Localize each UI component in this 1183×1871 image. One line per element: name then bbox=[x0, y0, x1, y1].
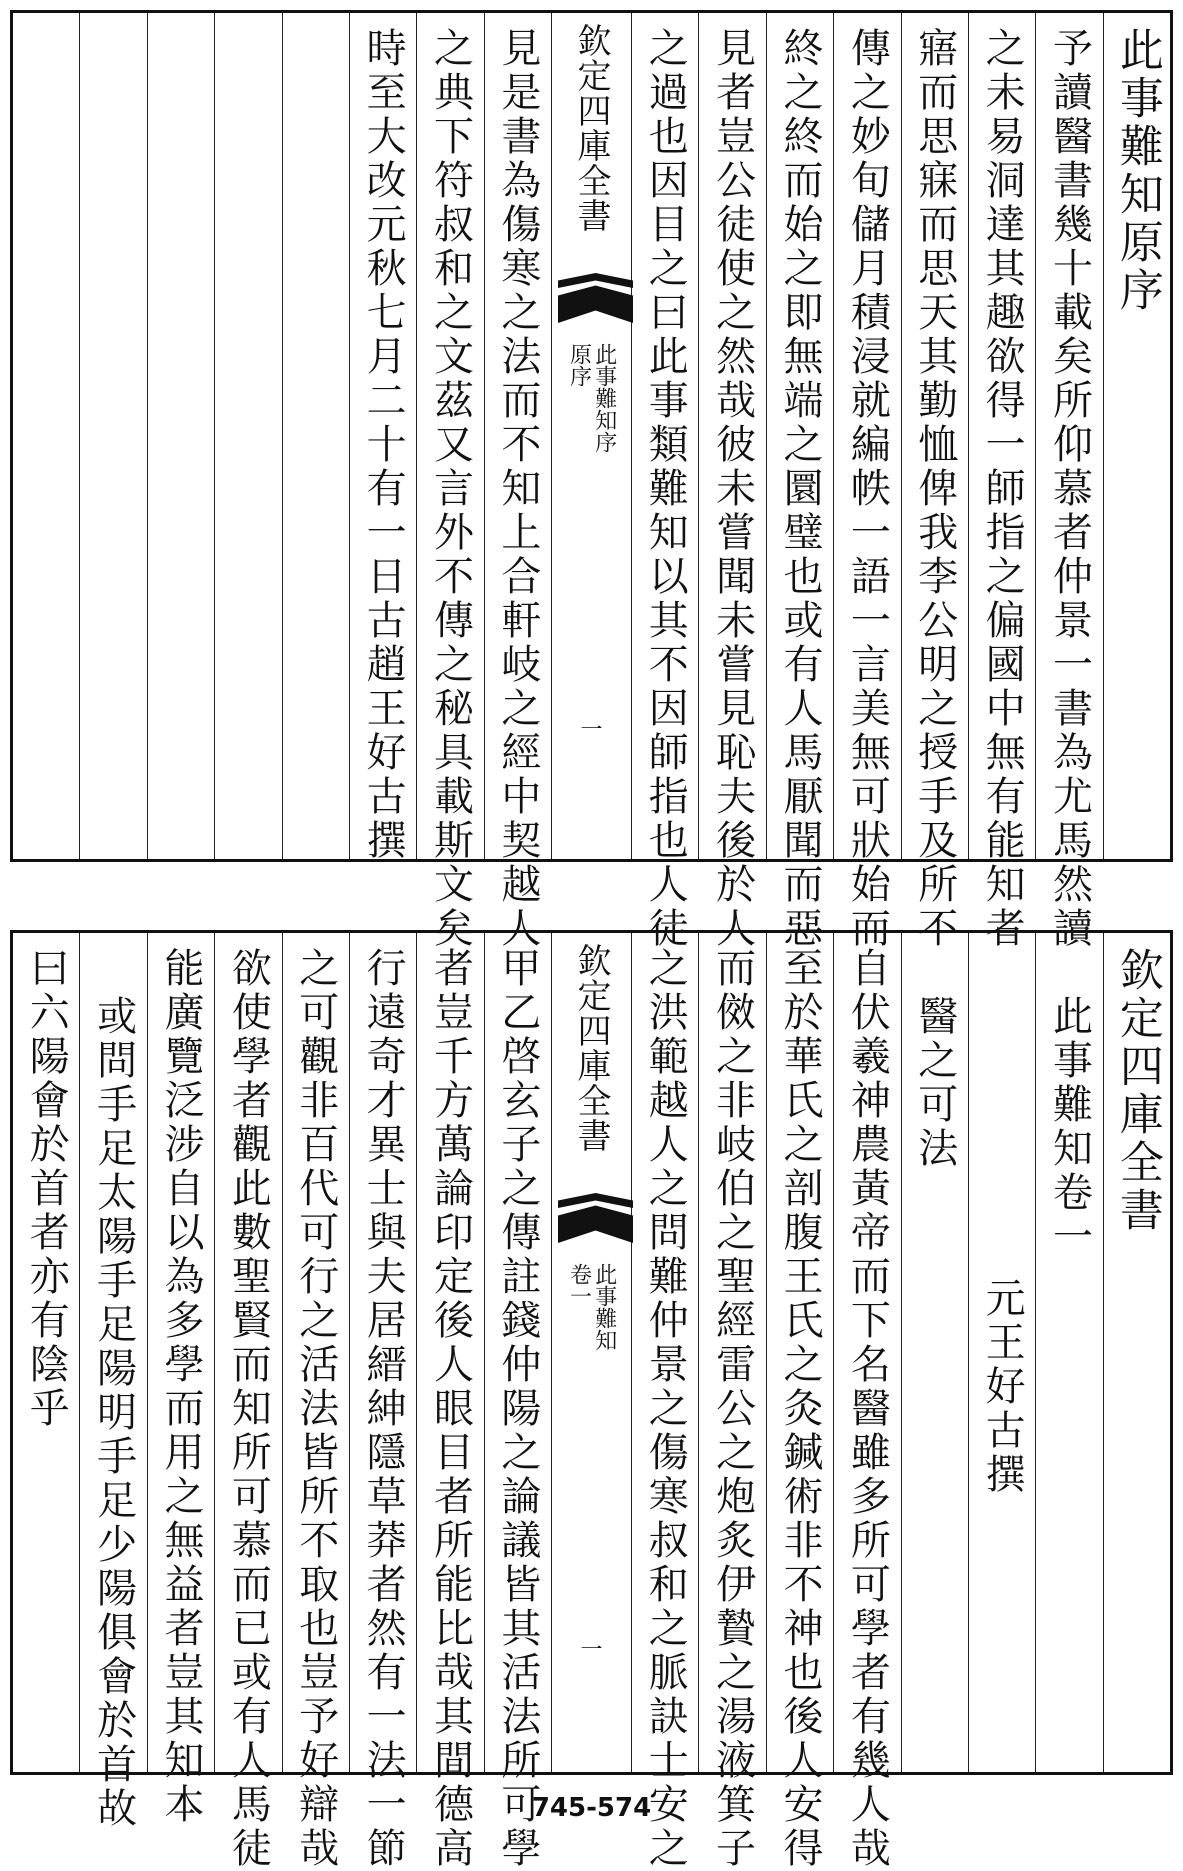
text-column bbox=[698, 933, 765, 1871]
top-page-columns bbox=[13, 13, 1170, 951]
column-text: 能廣覽泛涉自以為多學而用之無益者豈其知本 bbox=[157, 947, 204, 1827]
column-text: 行遠奇才異士與夫居縉紳隱草莽者然有一法一節 bbox=[360, 947, 407, 1871]
column-text: 之過也因目之曰此事類難知以其不因師指也人徒 bbox=[642, 27, 689, 951]
fold-library-title: 欽定四庫全書 bbox=[571, 943, 611, 1153]
column-text: 醫之可法 bbox=[911, 995, 958, 1171]
text-column bbox=[901, 13, 968, 951]
text-column bbox=[13, 933, 79, 1772]
column-heading: 此事難知原序 bbox=[1111, 27, 1163, 315]
text-column bbox=[13, 13, 79, 859]
fold-section-label: 此事難知 卷一 bbox=[566, 1263, 617, 1351]
text-column bbox=[282, 933, 349, 1871]
text-column bbox=[631, 13, 698, 951]
column-text: 至於華氏之剖腹王氏之灸鍼術非不神也後人安得 bbox=[776, 947, 823, 1871]
fold-page-marker: 一 bbox=[580, 1638, 603, 1663]
page-number: 745-574 bbox=[531, 1793, 652, 1823]
column-text: 之洪範越人之問難仲景之傷寒叔和之脈訣士安之 bbox=[642, 947, 689, 1871]
text-column bbox=[484, 933, 551, 1871]
column-text: 見者豈公徒使之然哉彼未嘗聞未嘗見恥夫後於人 bbox=[709, 27, 756, 951]
column-text: 自伏羲神農黃帝而下名醫雖多所可學者有幾人哉 bbox=[844, 947, 891, 1871]
column-text: 之未易洞達其趣欲得一師指之偏國中無有能知者 bbox=[979, 27, 1026, 951]
column-text: 而傚之非岐伯之聖經雷公之炮炙伊贄之湯液箕子 bbox=[709, 947, 756, 1871]
text-column bbox=[484, 13, 551, 951]
text-column bbox=[766, 933, 833, 1871]
fold-library-title: 欽定四庫全書 bbox=[571, 23, 611, 233]
text-column bbox=[214, 933, 281, 1871]
column-text: 之典下符叔和之文茲又言外不傳之秘具載斯文矣 bbox=[427, 27, 474, 951]
text-column bbox=[1035, 933, 1102, 1772]
column-heading: 欽定四庫全書 bbox=[1111, 947, 1163, 1235]
text-column bbox=[968, 933, 1035, 1772]
text-column bbox=[833, 13, 900, 951]
text-column bbox=[79, 13, 146, 859]
column-text: 傳之妙旬儲月積浸就編帙一語一言美無可狀始而 bbox=[844, 27, 891, 951]
text-column bbox=[416, 933, 483, 1871]
text-column bbox=[79, 933, 146, 1831]
text-column bbox=[698, 13, 765, 951]
text-column bbox=[349, 933, 416, 1871]
text-column bbox=[901, 933, 968, 1772]
text-column bbox=[1103, 13, 1170, 859]
fold-margin bbox=[551, 933, 631, 1772]
column-text: 甲乙啓玄子之傳註錢仲陽之論議皆其活法所可學 bbox=[494, 947, 541, 1871]
fishtail-mark bbox=[558, 273, 633, 323]
column-text: 予讀醫書幾十載矣所仰慕者仲景一書為尤馬然讀 bbox=[1046, 27, 1093, 951]
fishtail-mark bbox=[558, 1193, 633, 1243]
column-text: 寤而思寐而思天其勤恤俾我李公明之授手及所不 bbox=[911, 27, 958, 951]
fold-page-marker: 一 bbox=[580, 718, 603, 743]
text-column bbox=[1103, 933, 1170, 1772]
fold-margin bbox=[551, 13, 631, 859]
text-column bbox=[1035, 13, 1102, 951]
column-text: 或問手足太陽手足陽明手足少陽俱會於首故 bbox=[90, 995, 137, 1831]
column-text: 之可觀非百代可行之活法皆所不取也豈予好辯哉 bbox=[292, 947, 339, 1871]
column-text: 曰六陽會於首者亦有陰乎 bbox=[23, 947, 70, 1431]
column-text: 欲使學者觀此數聖賢而知所可慕而已或有人馬徒 bbox=[225, 947, 272, 1871]
text-column bbox=[282, 13, 349, 859]
text-column bbox=[147, 933, 214, 1827]
text-column bbox=[968, 13, 1035, 951]
text-column bbox=[214, 13, 281, 859]
text-column bbox=[833, 933, 900, 1871]
text-column bbox=[766, 13, 833, 951]
column-text: 此事難知卷一 bbox=[1046, 995, 1093, 1259]
text-column bbox=[349, 13, 416, 863]
column-text: 時至大改元秋七月二十有一日古趙王好古撰 bbox=[360, 27, 407, 863]
text-column bbox=[631, 933, 698, 1871]
text-column bbox=[147, 13, 214, 859]
column-text: 終之終而始之即無端之圜璧也或有人馬厭聞而惡 bbox=[776, 27, 823, 951]
column-text: 見是書為傷寒之法而不知上合軒岐之經中契越人 bbox=[494, 27, 541, 951]
top-page bbox=[10, 10, 1173, 951]
column-text: 元王好古撰 bbox=[979, 1277, 1026, 1497]
fold-section-label: 此事難知序 原序 bbox=[566, 343, 617, 453]
column-text: 者豈千方萬論印定後人眼目者所能比哉其間德高 bbox=[427, 947, 474, 1871]
text-column bbox=[416, 13, 483, 951]
